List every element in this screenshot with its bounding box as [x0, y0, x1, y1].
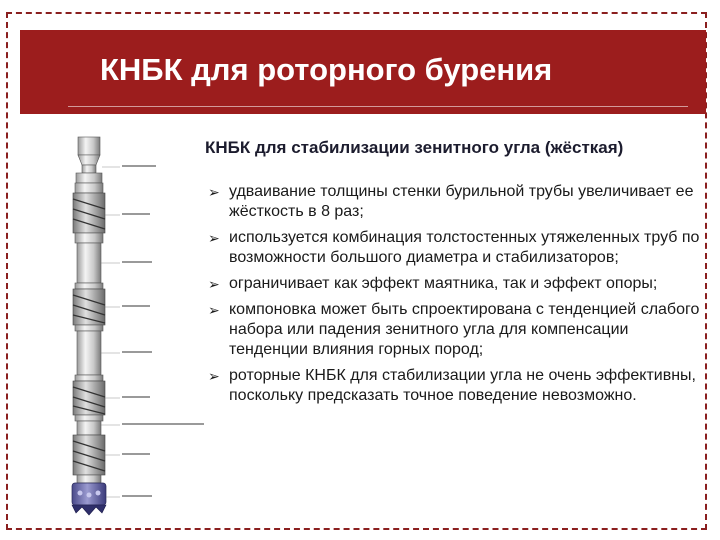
bullet-text: ограничивает как эффект маятника, так и эффект опоры; [229, 275, 658, 292]
slide-title: КНБК для роторного бурения [100, 52, 553, 87]
bullet-text: удваивание толщины стенки бурильной трубы увеличивает ее жёсткость в 8 раз; [229, 183, 694, 220]
title-bar [20, 30, 706, 114]
drill-string-illustration [60, 135, 220, 520]
list-item [205, 300, 705, 360]
drill-collar-1 [77, 243, 101, 283]
bullet-text: компоновка может быть спроектирована с тенденцией слабого набора или падения зенитного угла для компенсации тенденции влияния горных пород; [229, 301, 700, 358]
bullet-text: роторные КНБК для стабилизации угла не очень эффективны, поскольку предсказать точное поведение невозможно. [229, 367, 696, 404]
short-collar [77, 421, 101, 435]
top-sub [78, 137, 100, 155]
arrow-bullet-icon: ➢ [208, 230, 220, 246]
list-item [205, 274, 705, 294]
arrow-bullet-icon: ➢ [208, 368, 220, 384]
bullet-list [205, 182, 705, 412]
arrow-bullet-icon: ➢ [208, 184, 220, 200]
bullet-text: используется комбинация толстостенных утяжеленных труб по возможности большого диаметра и стабилизаторов; [229, 229, 700, 266]
title-underline [68, 106, 688, 107]
slide-subtitle: КНБК для стабилизации зенитного угла (жёсткая) [205, 138, 624, 157]
list-item [205, 228, 705, 268]
list-item [205, 366, 705, 406]
drill-collar-2 [77, 331, 101, 375]
list-item [205, 182, 705, 222]
arrow-bullet-icon: ➢ [208, 302, 220, 318]
arrow-bullet-icon: ➢ [208, 276, 220, 292]
